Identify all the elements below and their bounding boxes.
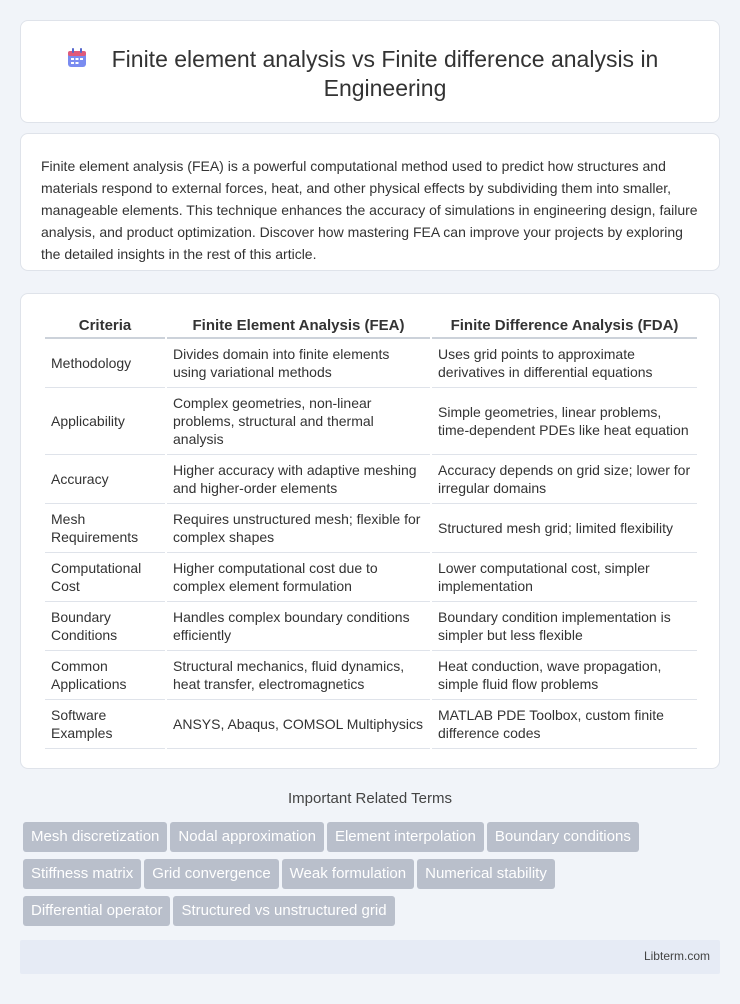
table-row (45, 504, 697, 553)
table-cell: Uses grid points to approximate derivatives in differential equations (432, 339, 697, 388)
intro-paragraph: Finite element analysis (FEA) is a powerful computational method used to predict how structures and materials respond to external forces, heat, and other physical effects by subdividing them into smaller, manageable elements. This technique enhances the accuracy of simulations in engineering design, failure analysis, and product optimization. Discover how mastering FEA can improve your projects by exploring the detailed insights in the rest of this article. (41, 158, 698, 262)
comparison-table (43, 314, 699, 749)
table-cell: Common Applications (45, 651, 165, 700)
table-cell: Requires unstructured mesh; flexible for complex shapes (167, 504, 430, 553)
related-terms-heading: Important Related Terms (288, 790, 452, 807)
table-cell: Structural mechanics, fluid dynamics, heat transfer, electromagnetics (167, 651, 430, 700)
table-cell: Methodology (45, 339, 165, 388)
tag-numerical-stability[interactable]: Numerical stability (417, 859, 555, 889)
header-fda: Finite Difference Analysis (FDA) (432, 314, 697, 339)
table-cell: Computational Cost (45, 553, 165, 602)
header-fea: Finite Element Analysis (FEA) (167, 314, 430, 339)
related-terms-list (23, 822, 723, 933)
table-cell: Boundary Conditions (45, 602, 165, 651)
table-row (45, 455, 697, 504)
tag-mesh-discretization[interactable]: Mesh discretization (23, 822, 167, 852)
table-header-row (45, 314, 697, 339)
tag-structured-vs-unstructured-grid[interactable]: Structured vs unstructured grid (173, 896, 394, 926)
page-title: Finite element analysis vs Finite difference analysis in Engineering (111, 46, 659, 101)
tag-weak-formulation[interactable]: Weak formulation (282, 859, 414, 889)
footer-site-link[interactable]: Libterm.com (643, 949, 710, 963)
table-cell: ANSYS, Abaqus, COMSOL Multiphysics (167, 700, 430, 749)
table-cell: MATLAB PDE Toolbox, custom finite difference codes (432, 700, 697, 749)
table-cell: Software Examples (45, 700, 165, 749)
table-cell: Higher accuracy with adaptive meshing and higher-order elements (167, 455, 430, 504)
table-row (45, 602, 697, 651)
table-cell: Simple geometries, linear problems, time-dependent PDEs like heat equation (432, 388, 697, 455)
table-cell: Complex geometries, non-linear problems, structural and thermal analysis (167, 388, 430, 455)
title-card (20, 20, 720, 123)
table-row (45, 339, 697, 388)
table-row (45, 700, 697, 749)
table-cell: Mesh Requirements (45, 504, 165, 553)
table-row (45, 553, 697, 602)
table-cell: Divides domain into finite elements using variational methods (167, 339, 430, 388)
table-cell: Structured mesh grid; limited flexibility (432, 504, 697, 553)
comparison-table-card (20, 293, 720, 769)
intro-card (20, 133, 720, 271)
table-cell: Lower computational cost, simpler implementation (432, 553, 697, 602)
table-cell: Higher computational cost due to complex element formulation (167, 553, 430, 602)
table-cell: Boundary condition implementation is simpler but less flexible (432, 602, 697, 651)
table-row (45, 651, 697, 700)
table-cell: Applicability (45, 388, 165, 455)
tag-stiffness-matrix[interactable]: Stiffness matrix (23, 859, 141, 889)
tag-boundary-conditions[interactable]: Boundary conditions (487, 822, 639, 852)
table-cell: Accuracy depends on grid size; lower for irregular domains (432, 455, 697, 504)
table-cell: Heat conduction, wave propagation, simple fluid flow problems (432, 651, 697, 700)
tag-differential-operator[interactable]: Differential operator (23, 896, 170, 926)
header-criteria: Criteria (45, 314, 165, 339)
tag-element-interpolation[interactable]: Element interpolation (327, 822, 484, 852)
tag-grid-convergence[interactable]: Grid convergence (144, 859, 278, 889)
table-cell: Accuracy (45, 455, 165, 504)
table-row (45, 388, 697, 455)
tag-nodal-approximation[interactable]: Nodal approximation (170, 822, 324, 852)
table-cell: Handles complex boundary conditions efficiently (167, 602, 430, 651)
footer (20, 940, 720, 974)
